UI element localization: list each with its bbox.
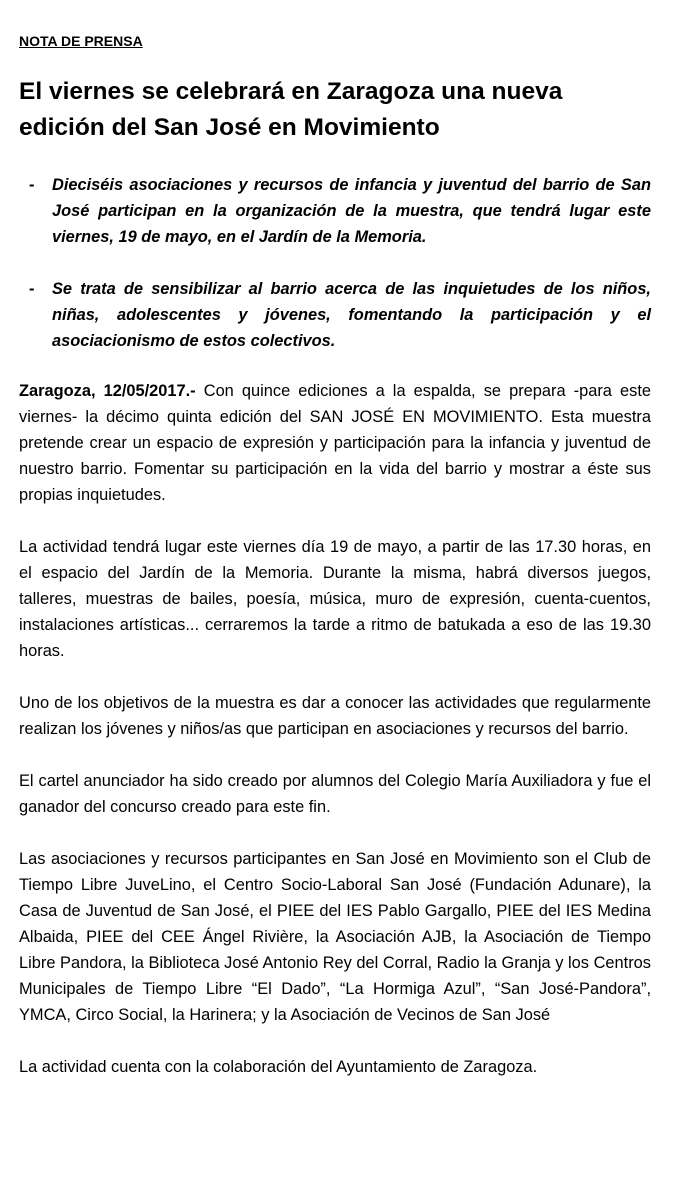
headline: El viernes se celebrará en Zaragoza una nueva edición del San José en Movimiento — [19, 78, 563, 141]
lead-paragraph — [19, 378, 651, 508]
summary-bullet — [19, 276, 651, 354]
bullet-dash: - — [29, 176, 35, 194]
body-paragraph: La actividad tendrá lugar este viernes día 19 de mayo, a partir de las 17.30 horas, en el espacio del Jardín de la Memoria. Durante la misma, habrá diversos juegos, talleres, muestras de bailes, poesía, música, muro de expresión, cuenta-cuentos, instalaciones artísticas... cerraremos la tarde a ritmo de batukada a eso de las 19.30 horas. — [19, 538, 651, 660]
summary-bullets — [19, 172, 651, 380]
body-paragraph: Uno de los objetivos de la muestra es dar a conocer las actividades que regularmente realizan los jóvenes y niños/as que participan en asociaciones y recursos del barrio. — [19, 694, 651, 738]
bullet-dash: - — [29, 280, 35, 298]
press-release-label: NOTA DE PRENSA — [19, 33, 143, 49]
article-body — [19, 378, 651, 1106]
body-paragraph: El cartel anunciador ha sido creado por alumnos del Colegio María Auxiliadora y fue el ganador del concurso creado para este fin. — [19, 772, 651, 816]
bullet-text: Se trata de sensibilizar al barrio acerca de las inquietudes de los niños, niñas, adolescentes y jóvenes, fomentando la participación y el asociacionismo de estos colectivos. — [52, 280, 651, 350]
dateline: Zaragoza, 12/05/2017.- — [19, 382, 196, 400]
lead-text: Con quince ediciones a la espalda, se prepara -para este viernes- la décimo quinta edición del SAN JOSÉ EN MOVIMIENTO. Esta muestra pretende crear un espacio de expresión y participación para la infancia y juventud de nuestro barrio. Fomentar su participación en la vida del barrio y mostrar a éste sus propias inquietudes. — [19, 382, 651, 504]
summary-bullet — [19, 172, 651, 250]
closing-paragraph: La actividad cuenta con la colaboración del Ayuntamiento de Zaragoza. — [19, 1058, 538, 1076]
bullet-text: Dieciséis asociaciones y recursos de infancia y juventud del barrio de San José participan en la organización de la muestra, que tendrá lugar este viernes, 19 de mayo, en el Jardín de la Memoria. — [52, 176, 651, 246]
body-paragraph: Las asociaciones y recursos participantes en San José en Movimiento son el Club de Tiempo Libre JuveLino, el Centro Socio-Laboral San José (Fundación Adunare), la Casa de Juventud de San José, el PIEE del IES Pablo Gargallo, PIEE del IES Medina Albaida, PIEE del CEE Ángel Rivière, la Asociación AJB, la Asociación de Tiempo Libre Pandora, la Biblioteca José Antonio Rey del Corral, Radio la Granja y los Centros Municipales de Tiempo Libre “El Dado”, “La Hormiga Azul”, “San José-Pandora”, YMCA, Circo Social, la Harinera; y la Asociación de Vecinos de San José — [19, 850, 651, 1024]
